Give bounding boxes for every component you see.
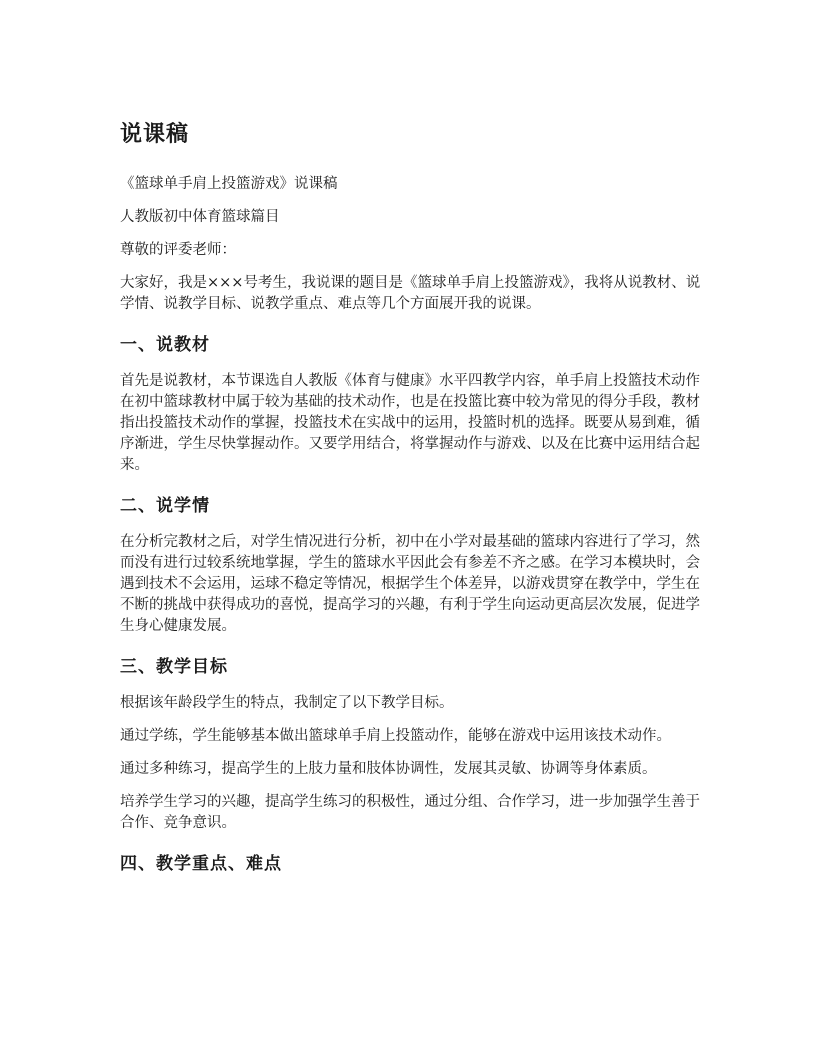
section-heading-key-points: 四、教学重点、难点: [120, 854, 282, 874]
section-paragraph: 根据该年龄段学生的特点，我制定了以下教学目标。: [120, 695, 454, 711]
section-paragraph: 通过多种练习，提高学生的上肢力量和肢体协调性，发展其灵敏、协调等身体素质。: [120, 761, 657, 777]
section-paragraph: 通过学练，学生能够基本做出篮球单手肩上投篮动作，能够在游戏中运用该技术动作。: [120, 728, 671, 744]
textbook-source: 人教版初中体育篮球篇目: [120, 209, 280, 225]
page-title: 说课稿: [120, 122, 190, 147]
section-heading-students: 二、说学情: [120, 496, 210, 516]
salutation: 尊敬的评委老师：: [120, 242, 236, 258]
opening-paragraph: 大家好，我是×××号考生，我说课的题目是《篮球单手肩上投篮游戏》，我将从说教材、说学情、说教学目标、说教学重点、难点等几个方面展开我的说课。: [120, 275, 701, 312]
section-heading-objectives: 三、教学目标: [120, 657, 228, 677]
section-heading-textbook: 一、说教材: [120, 335, 210, 355]
document-page: [120, 120, 704, 890]
section-paragraph: 首先是说教材，本节课选自人教版《体育与健康》水平四教学内容，单手肩上投篮技术动作在初中篮球教材中属于较为基础的技术动作，也是在投篮比赛中较为常见的得分手段，教材指出投篮技术动作的掌握，投篮技术在实战中的运用，投篮时机的选择。既要从易到难，循序渐进，学生尽快掌握动作。又要学用结合，将掌握动作与游戏、以及在比赛中运用结合起来。: [120, 373, 700, 473]
section-paragraph: 在分析完教材之后，对学生情况进行分析，初中在小学对最基础的篮球内容进行了学习，然而没有进行过较系统地掌握，学生的篮球水平因此会有参差不齐之感。在学习本模块时，会遇到技术不会运用，运球不稳定等情况，根据学生个体差异，以游戏贯穿在教学中，学生在不断的挑战中获得成功的喜悦，提高学习的兴趣，有利于学生向运动更高层次发展，促进学生身心健康发展。: [120, 534, 700, 634]
lesson-title: 《篮球单手肩上投篮游戏》说课稿: [120, 176, 338, 192]
section-paragraph: 培养学生学习的兴趣，提高学生练习的积极性，通过分组、合作学习，进一步加强学生善于合作、竞争意识。: [120, 794, 700, 831]
